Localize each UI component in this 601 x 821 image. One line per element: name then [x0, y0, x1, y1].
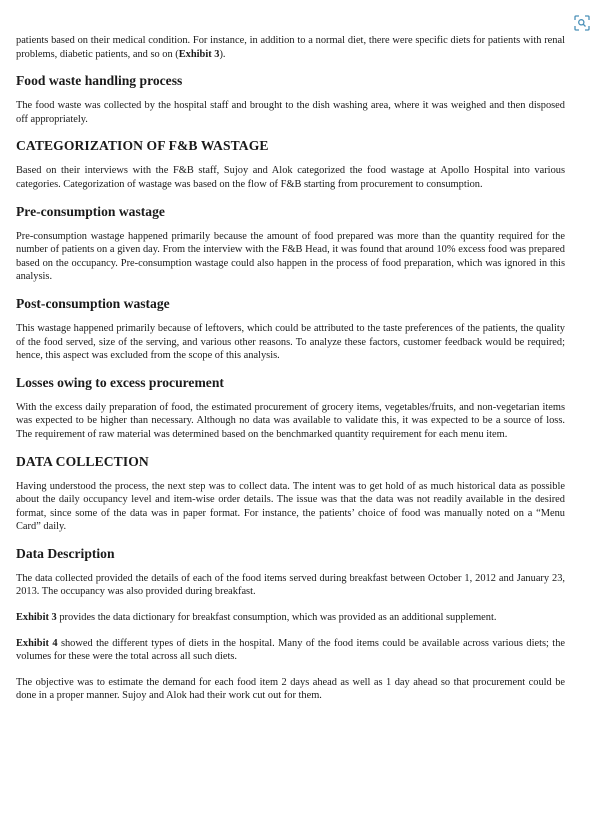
- categorization-heading: CATEGORIZATION OF F&B WASTAGE: [16, 138, 269, 154]
- data-collection-paragraph: Having understood the process, the next step was to collect data. The intent was to get hold of as much historical data as possible about the daily occupancy level and item-wise order details. The issue was that the data was not readily available in the desired format, since some of the data was in paper format. For instance, the patients’ choice of food was manually noted on a “Menu Card” daily.: [16, 480, 565, 533]
- data-description-heading: Data Description: [16, 545, 115, 561]
- categorization-paragraph: Based on their interviews with the F&B staff, Sujoy and Alok categorized the food wastage at Apollo Hospital into various categories. Categorization of wastage was based on the flow of F&B starting from procurement to consumption.: [16, 165, 565, 190]
- post-consumption-paragraph: This wastage happened primarily because of leftovers, which could be attributed to the taste preferences of the patients, the quality of the food served, size of the serving, and various other reasons. To analyze these factors, customer feedback would be required; hence, this aspect was excluded from the scope of this analysis.: [16, 322, 565, 362]
- document-body: [16, 34, 565, 703]
- post-consumption-heading: Post-consumption wastage: [16, 295, 170, 311]
- pre-consumption-paragraph: Pre-consumption wastage happened primarily because the amount of food prepared was more than the quantity required for the number of patients on a given day. From the interview with the F&B Head, it was found that around 10% excess food was prepared based on the occupancy. Pre-consumption wastage could also happen in the process of food preparation, which was ignored in this analysis.: [16, 230, 565, 283]
- intro-paragraph: patients based on their medical condition. For instance, in addition to a normal diet, there were specific diets for patients with renal problems, diabetic patients, and so on (Exhibit 3).: [16, 35, 565, 60]
- visual-search-icon[interactable]: [573, 14, 591, 32]
- pre-consumption-heading: Pre-consumption wastage: [16, 203, 165, 219]
- food-waste-heading: Food waste handling process: [16, 73, 183, 89]
- data-description-paragraph-1: The data collected provided the details of each of the food items served during breakfast between October 1, 2012 and January 23, 2013. The occupancy was also provided during breakfast.: [16, 572, 565, 598]
- losses-paragraph: With the excess daily preparation of food, the estimated procurement of grocery items, vegetables/fruits, and non-vegetarian items was expected to be higher than necessary. Although no data was available to validate this, it was expected to be a source of loss. The requirement of raw material was determined based on the benchmarked quantity requirement for each menu item.: [16, 401, 565, 440]
- data-description-paragraph-3: Exhibit 4 showed the different types of diets in the hospital. Many of the food items could be available across various diets; the volumes for these were the total across all such diets.: [16, 637, 565, 663]
- data-description-paragraph-2: Exhibit 3 provides the data dictionary for breakfast consumption, which was provided as an additional supplement.: [16, 612, 497, 624]
- data-description-paragraph-4: The objective was to estimate the demand for each food item 2 days ahead as well as 1 day ahead so that procurement could be done in a proper manner. Sujoy and Alok had their work cut out for them.: [16, 676, 565, 702]
- food-waste-paragraph: The food waste was collected by the hospital staff and brought to the dish washing area, where it was weighed and then disposed off appropriately.: [16, 100, 565, 125]
- losses-heading: Losses owing to excess procurement: [16, 374, 224, 390]
- data-collection-heading: DATA COLLECTION: [16, 453, 149, 469]
